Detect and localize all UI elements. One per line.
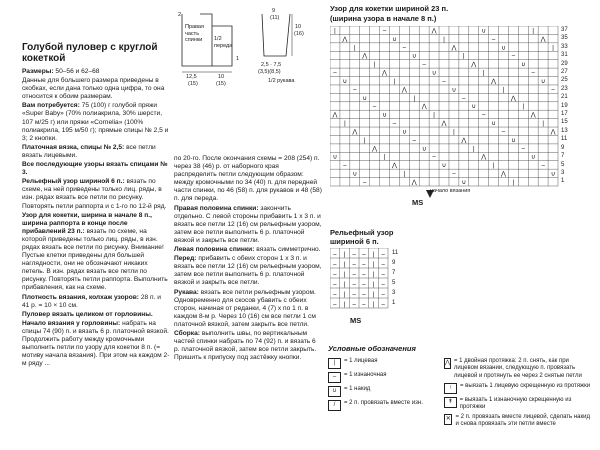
grid-symbol: –: [551, 87, 555, 94]
grid-symbol: –: [352, 262, 356, 268]
grid-symbol: –: [333, 70, 337, 77]
front-label: 1/2 переда: [214, 36, 233, 49]
sizes-note: Данные для большего размера приведены в скобках, если дана только одна цифра, то она относится к обоим размерам.: [22, 77, 165, 101]
grid-symbol: –: [382, 28, 387, 35]
materials-paragraph: Вам потребуется: 75 (100) г голубой пряжи «Super Baby» (70% полиакрила, 30% шерсти, 107 м/25 г) или пряжи «Cornelia» (100% полиакрила, 195 м/50 г); прямые спицы № 2,5 и 3; 2 кнопки.: [22, 102, 169, 142]
legend-text: = 2 п. провязать вместе изн.: [344, 400, 423, 407]
pattern-title: Голубой пуловер с круглой кокеткой: [22, 42, 158, 64]
row-number: 23: [561, 85, 568, 92]
grid-symbol: –: [372, 104, 377, 111]
grid-symbol: –: [381, 252, 385, 258]
grid-symbol: |: [373, 62, 376, 69]
grid-symbol: –: [392, 121, 397, 128]
grid-symbol: ⋀: [441, 121, 447, 128]
row-number: 35: [561, 35, 568, 42]
grid-symbol: ∪: [342, 78, 348, 85]
legend-item: [328, 358, 436, 369]
density-paragraph: Плотность вязания, колхаж узоров: 28 п. и 41 р. = 10 × 10 см.: [22, 293, 161, 309]
grid-symbol: ⋀: [382, 70, 387, 77]
grid-symbol: –: [491, 36, 496, 43]
yoke-chart-title: Узор для кокетки шириной 23 п.: [330, 4, 449, 13]
row-number: 1: [392, 300, 396, 306]
grid-symbol: –: [352, 272, 356, 278]
measure-7: 9: [272, 8, 276, 14]
grid-symbol: |: [512, 180, 515, 186]
legend-text: = 1 двойная протяжка: 2 п. снять, как при лицевом вязании, следующую п. провязать лицевой и протянуть ее через 2 снятые петли: [453, 358, 582, 379]
row-number: 3: [561, 169, 565, 176]
sleeve-paragraph: Рукава: вязать все петли рельефным узором. Одновременно для скосов убавить с обеих сторон, начиная от реданки, 4 (7) х по 1 п. в каждом 8-м р. Через 10 (16) см все петли 1 см платочной вязкой, затем закрыть все петли.: [174, 288, 316, 328]
grid-symbol: ∪: [461, 180, 467, 186]
grid-symbol: |: [372, 272, 375, 278]
grid-symbol: –: [362, 252, 366, 258]
grid-symbol: ∪: [501, 45, 506, 52]
grid-symbol: ∪: [451, 87, 457, 94]
grid-symbol: –: [412, 137, 416, 144]
legend-symbol-icon: ✕: [444, 414, 452, 425]
legend-symbol-icon: |: [328, 358, 341, 369]
grid-symbol: |: [443, 36, 445, 43]
legend: [328, 345, 598, 432]
relief-ms-label: MS: [350, 316, 362, 325]
row-number: 7: [392, 270, 396, 276]
legend-item: [444, 397, 594, 411]
grid-symbol: |: [343, 252, 346, 258]
row-number: 9: [561, 144, 565, 151]
measure-11: 2,5 · 7,5: [261, 62, 282, 68]
grid-symbol: –: [362, 292, 366, 298]
grid-symbol: –: [452, 171, 456, 178]
legend-text: = выязать 1 изнаночную скрещенную из протяжки: [459, 396, 572, 411]
pattern-text-column-1: [22, 42, 170, 369]
grid-symbol: –: [343, 163, 347, 170]
grid-symbol: –: [462, 95, 466, 102]
grid-symbol: ⋀: [501, 171, 506, 178]
row-number: 11: [392, 250, 399, 256]
grid-symbol: –: [442, 78, 446, 85]
measure-1: 2: [178, 12, 182, 18]
grid-symbol: –: [541, 163, 545, 170]
sleeve-label: 1/2 рукава: [268, 78, 295, 84]
grid-symbol: ∪: [441, 163, 447, 170]
sizes-paragraph: Размеры: 50–56 и 62–68: [22, 68, 100, 75]
grid-symbol: ∪: [481, 28, 486, 35]
back-label: Правая часть спинки: [185, 24, 204, 43]
relief-row-numbers: [392, 248, 410, 308]
grid-symbol: |: [522, 104, 525, 111]
grid-symbol: ∪: [352, 171, 357, 178]
grid-symbol: ⋀: [352, 129, 358, 136]
measure-2: 12,5: [186, 74, 197, 80]
grid-symbol: |: [482, 70, 485, 77]
grid-symbol: ∪: [382, 112, 387, 119]
grid-symbol: ⋀: [332, 112, 338, 119]
grid-symbol: ∪: [421, 146, 427, 153]
row-number: 27: [561, 69, 568, 76]
grid-symbol: ∪: [431, 70, 437, 77]
grid-symbol: |: [343, 292, 346, 298]
grid-symbol: |: [433, 112, 435, 119]
row-number: 9: [392, 260, 396, 266]
grid-symbol: |: [372, 292, 375, 298]
measure-6: 1: [236, 56, 240, 62]
row-number: 11: [561, 136, 568, 143]
grid-symbol: |: [372, 262, 375, 268]
grid-symbol: –: [422, 62, 426, 69]
row-number: 5: [561, 161, 565, 168]
row-number: 7: [561, 153, 565, 160]
left-back-paragraph: Левая половина спинки: вязать симметрично.: [174, 246, 321, 254]
grid-symbol: –: [362, 272, 366, 278]
grid-symbol: –: [333, 252, 337, 258]
relief-chart-title: Рельефный узор шириной 6 п.: [330, 228, 394, 246]
row-number: 13: [561, 127, 568, 134]
grid-symbol: ∪: [392, 36, 397, 43]
grid-symbol: –: [501, 129, 506, 136]
grid-symbol: |: [393, 78, 396, 85]
grid-symbol: –: [381, 282, 385, 288]
row-number: 25: [561, 77, 568, 84]
row-number: 3: [392, 290, 396, 296]
legend-symbol-icon: /: [328, 400, 341, 411]
grid-symbol: |: [372, 252, 375, 258]
yoke-start-label: начало вязания: [430, 188, 471, 194]
grid-symbol: –: [352, 282, 356, 288]
grid-symbol: –: [333, 292, 337, 298]
measure-5: (15): [216, 81, 226, 87]
grid-symbol: –: [481, 112, 486, 119]
relief-chart-grid: [330, 248, 390, 314]
grid-symbol: ∪: [402, 129, 407, 136]
measure-4: 10: [218, 74, 225, 80]
grid-symbol: ⋀: [411, 180, 417, 186]
grid-symbol: ∪: [540, 78, 546, 85]
row-number: 31: [561, 52, 568, 59]
grid-symbol: ⋀: [362, 53, 368, 60]
legend-item: [328, 386, 436, 397]
grid-symbol: –: [333, 302, 337, 308]
grid-symbol: ∪: [491, 121, 496, 128]
grid-symbol: |: [453, 129, 455, 136]
row-number: 15: [561, 119, 568, 126]
grid-symbol: |: [403, 171, 406, 178]
grid-symbol: ⋀: [471, 62, 477, 69]
grid-symbol: –: [363, 180, 367, 186]
assembly-paragraph: Сборка: выполнить швы, по вертикальным частей спинки набрать по 74 (92) п. и вязать 6 р. платочной вязкой, затем все петли закрыть. Пришить к припуску под застёжку кнопки.: [174, 329, 317, 362]
pattern-text-column-2: [174, 155, 322, 363]
legend-symbol-icon: ⋀: [444, 358, 451, 369]
grid-symbol: |: [532, 28, 534, 35]
row-number: 19: [561, 102, 568, 109]
legend-right-column: [444, 358, 594, 431]
row-number: 21: [561, 94, 568, 101]
grid-symbol: ⋀: [342, 36, 348, 43]
grid-symbol: –: [362, 302, 366, 308]
pullover-note: Пуловер вязать целиком от горловины.: [22, 310, 153, 318]
grid-symbol: ∪: [550, 171, 556, 178]
grid-symbol: ∪: [332, 154, 338, 161]
grid-symbol: |: [363, 137, 366, 144]
legend-left-column: [328, 358, 436, 431]
grid-symbol: ⋀: [461, 137, 467, 144]
legend-item: [444, 358, 594, 380]
grid-symbol: |: [334, 28, 336, 35]
grid-symbol: –: [511, 53, 516, 60]
col2-intro: по 20-го. После окончания схемы = 208 (254) п. через 38 (46) р. от наборного края распределить петли следующим образом: между кромочными по 34 (40) п. для передней части спинки, по 46 (58) п. для рукавов и 48 (58) п. для переда.: [174, 155, 322, 203]
yoke-row-numbers: [561, 26, 583, 186]
grid-symbol: –: [432, 154, 436, 161]
legend-text: = 2 п. провязать вместе лицевой, сделать накид и снова провязать эти петли вместе: [455, 414, 590, 428]
grid-symbol: ⋀: [451, 45, 457, 52]
grid-symbol: ⋀: [530, 112, 536, 119]
grid-symbol: ∪: [511, 137, 516, 144]
grid-symbol: ⋀: [431, 28, 437, 35]
measure-9: 10: [295, 24, 302, 30]
grid-symbol: –: [333, 262, 337, 268]
right-back-paragraph: Правая половина спинки: закончить отдельно. С левой стороны прибавить 1 х 3 п. и вязать все петли 12 (16) см рельефным узором, затем все петли выполнить 6 р. платочной вязкой и закрыть все петли.: [174, 204, 322, 244]
grid-symbol: |: [343, 302, 346, 308]
grid-symbol: ∪: [531, 154, 536, 161]
grid-symbol: |: [343, 262, 346, 268]
grid-symbol: |: [472, 146, 475, 153]
platochnaya-paragraph: Платочная вязка, спицы № 2,5: все петли вязать лицевыми.: [22, 143, 156, 159]
grid-symbol: |: [383, 154, 386, 161]
grid-symbol: |: [463, 53, 465, 60]
grid-symbol: |: [372, 302, 375, 308]
grid-symbol: –: [353, 87, 357, 94]
legend-symbol-icon: –: [328, 372, 341, 383]
grid-symbol: –: [381, 272, 385, 278]
grid-symbol: ∪: [362, 95, 367, 102]
front-paragraph: Перед: прибавить с обеих сторон 1 х 3 п. и вязать все петли 12 (16) см рельефным узором, затем все петли выполнить 6 р. платочной вязкой и закрыть все петли.: [174, 255, 322, 287]
grid-symbol: ⋀: [510, 95, 516, 102]
grid-symbol: –: [521, 146, 525, 153]
grid-symbol: ⋀: [540, 36, 546, 43]
measure-3: (15): [188, 81, 198, 87]
legend-symbol-icon: ∪: [328, 386, 341, 397]
grid-symbol: –: [362, 282, 366, 288]
legend-item: [444, 383, 594, 394]
grid-symbol: ∪: [412, 53, 417, 60]
yoke-ms-label: MS: [412, 198, 424, 207]
grid-symbol: –: [362, 262, 366, 268]
grid-symbol: ∪: [471, 104, 476, 111]
grid-symbol: |: [502, 87, 505, 94]
grid-symbol: –: [381, 292, 385, 298]
legend-text: = 1 лицевая: [344, 358, 378, 365]
grid-symbol: |: [552, 45, 554, 52]
legend-text: = 1 накид: [344, 386, 371, 393]
legend-title: Условные обозначения: [328, 344, 416, 353]
grid-symbol: |: [354, 45, 356, 52]
grid-symbol: ⋀: [481, 154, 487, 161]
grid-symbol: –: [333, 272, 337, 278]
grid-symbol: |: [413, 95, 416, 102]
yoke-chart-subtitle: (ширина узора в начале 8 п.): [330, 14, 437, 23]
measure-12: (3,5)(8,5): [258, 69, 281, 75]
measure-10: (16): [294, 31, 304, 37]
row-number: 29: [561, 60, 568, 67]
grid-symbol: ⋀: [372, 146, 378, 153]
row-number: 1: [561, 178, 565, 185]
grid-symbol: ⋀: [391, 163, 397, 170]
grid-symbol: ⋀: [401, 87, 407, 94]
row-number: 37: [561, 27, 568, 33]
grid-symbol: –: [402, 45, 407, 52]
row-number: 5: [392, 280, 396, 286]
legend-text: = 1 изнаночная: [344, 372, 387, 379]
grid-symbol: |: [542, 121, 544, 128]
legend-symbol-icon: ↑: [444, 383, 457, 394]
grid-symbol: –: [352, 252, 356, 258]
yoke-paragraph: Узор для кокетки, ширина в начале 8 п., ширина раппорта в конце после прибавлений 23 п.: вязать по схеме, на которой приведены только лиц. ряды, в изн. рядах вязать все петли по рисунку. Внимание! Пустые клетки приведены для большей наглядности, они не обозначают никаких петель. В изн. рядах вязать все петли по рисунку. Повторять петли раппорта. Выполнить прибавления, как на схеме.: [22, 211, 168, 292]
relief-paragraph: Рельефный узор шириной 6 п.: вязать по схеме, на ней приведены только лиц. ряды, в изн. рядах вязать все петли по рисунку. Повторять петли раппорта и с 1-го по 12-й ряд.: [22, 178, 167, 210]
measure-8: (11): [270, 15, 280, 21]
grid-symbol: –: [381, 262, 385, 268]
row-number: 33: [561, 43, 568, 50]
grid-symbol: –: [333, 282, 337, 288]
grid-symbol: |: [372, 282, 375, 288]
legend-symbol-icon: ↟: [444, 397, 457, 408]
legend-item: [328, 372, 436, 383]
start-paragraph: Начало вязания у горловины: набрать на спицы 74 (90) п. и вязать 6 р. платочной вязкой. Продолжить работу между кромочными выполнить петли по узору для кокетки 8 п. (= мотиву начала вязания). При этом на каждом 2-м ряду ...: [22, 319, 170, 368]
grid-symbol: ⋀: [491, 78, 497, 85]
grid-symbol: |: [344, 121, 346, 128]
grid-symbol: |: [343, 272, 346, 278]
grid-symbol: ∪: [521, 62, 526, 69]
grid-symbol: |: [343, 282, 346, 288]
grid-symbol: ⋀: [550, 129, 556, 136]
legend-item: [444, 414, 594, 428]
grid-symbol: –: [531, 70, 535, 77]
legend-item: [328, 400, 436, 411]
legend-text: = выязать 1 лицевую скрещенную из протяжки: [460, 382, 591, 389]
grid-symbol: ⋀: [421, 104, 427, 111]
grid-symbol: –: [352, 302, 356, 308]
all-patterns-note: Все последующие узоры вязать спицами № 3.: [22, 161, 168, 177]
row-number: 17: [561, 111, 568, 118]
grid-symbol: |: [492, 163, 495, 170]
grid-symbol: –: [352, 292, 356, 298]
grid-symbol: –: [381, 302, 385, 308]
